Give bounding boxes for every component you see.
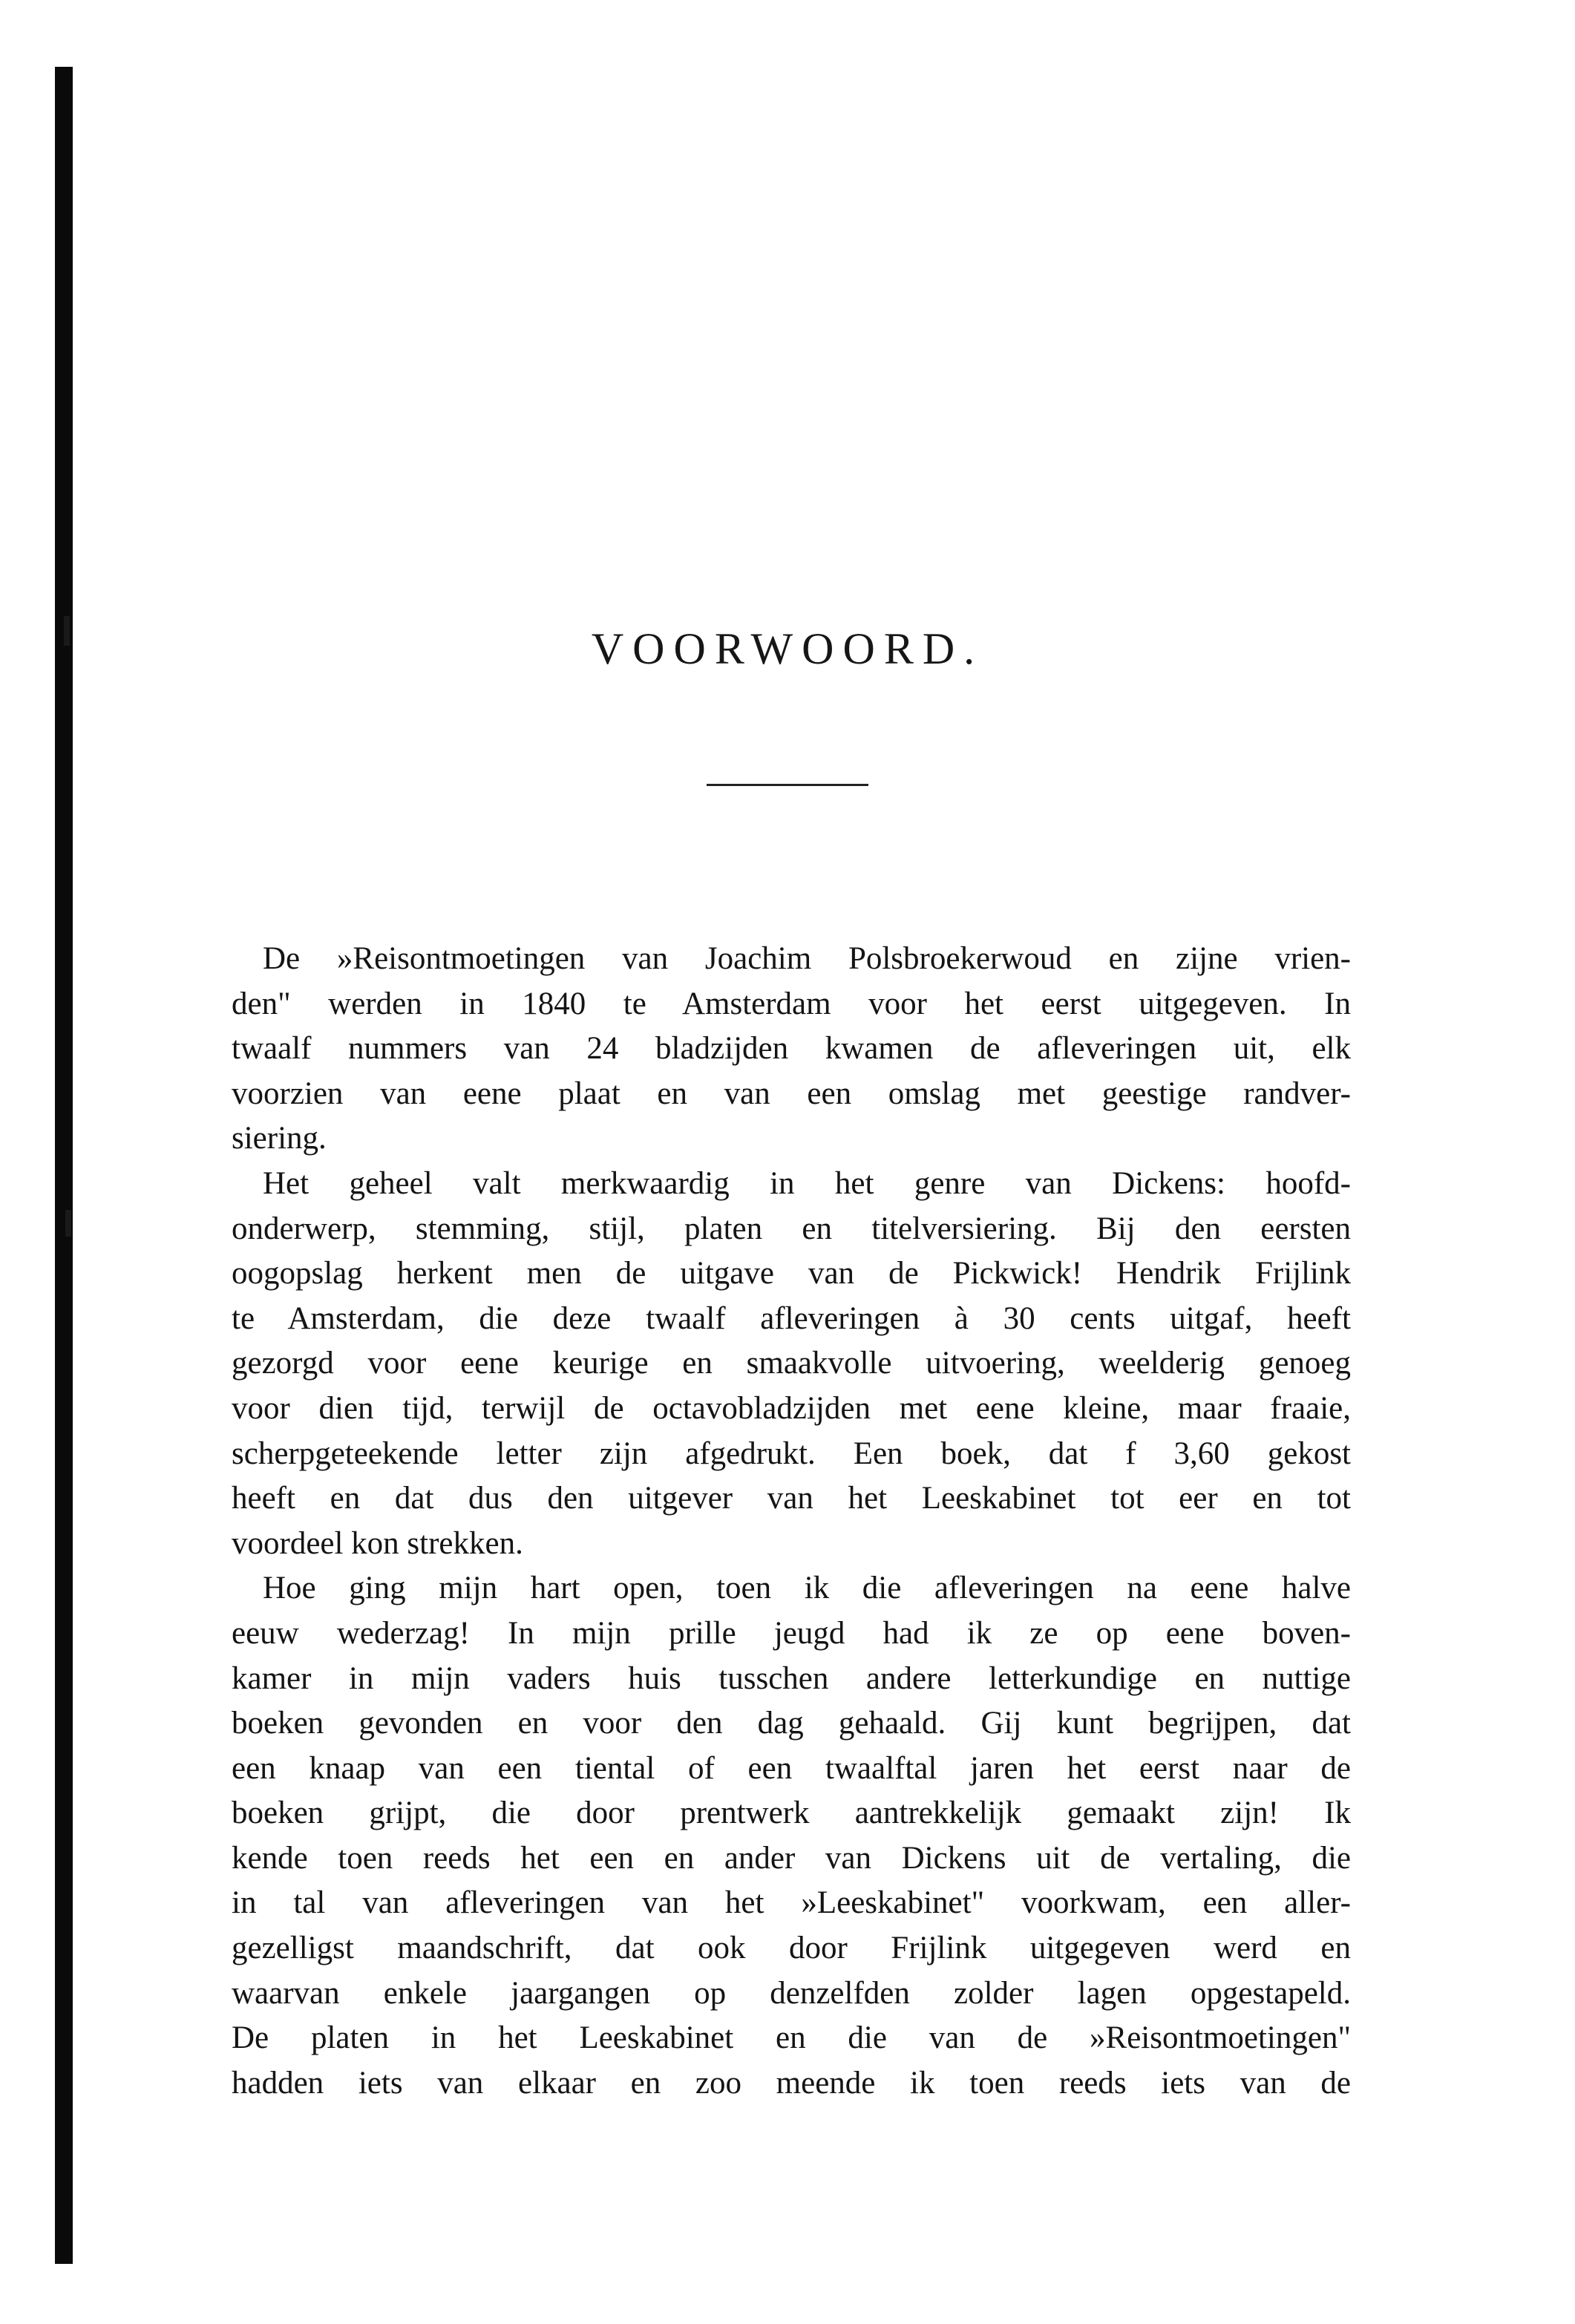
paragraph — [232, 1162, 1351, 1566]
text-line: siering. — [232, 1121, 327, 1156]
text-line: De »Reisontmoetingen van Joachim Polsbroekerwoud en zijne vrien- — [263, 941, 1351, 976]
text-line: boeken grijpt, die door prentwerk aantrekkelijk gemaakt zijn! Ik — [232, 1796, 1351, 1831]
text-line: een knaap van een tiental of een twaalftal jaren het eerst naar de — [232, 1750, 1351, 1786]
text-line: gezelligst maandschrift, dat ook door Frijlink uitgegeven werd en — [232, 1931, 1351, 1966]
text-line: te Amsterdam, die deze twaalf afleveringen à 30 cents uitgaf, heeft — [232, 1300, 1351, 1336]
text-line: den" werden in 1840 te Amsterdam voor het eerst uitgegeven. In — [232, 986, 1351, 1021]
paragraph — [232, 1566, 1351, 2106]
text-line: Hoe ging mijn hart open, toen ik die afleveringen na eene halve — [263, 1571, 1351, 1606]
text-line: in tal van afleveringen van het »Leeskabinet" voorkwam, een aller- — [232, 1885, 1351, 1921]
text-line: waarvan enkele jaargangen op denzelfden zolder lagen opgestapeld. — [232, 1975, 1351, 2011]
page-title: VOORWOORD. — [591, 624, 984, 673]
title-rule — [707, 784, 868, 786]
text-line: twaalf nummers van 24 bladzijden kwamen de afleveringen uit, elk — [232, 1031, 1351, 1067]
text-line: boeken gevonden en voor den dag gehaald. Gij kunt begrijpen, dat — [232, 1706, 1351, 1741]
page-binding-edge — [55, 67, 73, 2264]
text-line: eeuw wederzag! In mijn prille jeugd had ik ze op eene boven- — [232, 1615, 1351, 1651]
text-line: voor dien tijd, terwijl de octavobladzijden met eene kleine, maar fraaie, — [232, 1390, 1351, 1426]
text-line: De platen in het Leeskabinet en die van de »Reisontmoetingen" — [232, 2020, 1351, 2056]
paragraph — [232, 937, 1351, 1162]
text-line: kamer in mijn vaders huis tusschen andere letterkundige en nuttige — [232, 1660, 1351, 1696]
text-line: voordeel kon strekken. — [232, 1525, 523, 1561]
text-line: hadden iets van elkaar en zoo meende ik toen reeds iets van de — [232, 2065, 1351, 2101]
text-line: voorzien van eene plaat en van een omslag met geestige randver- — [232, 1076, 1351, 1111]
text-line: gezorgd voor eene keurige en smaakvolle uitvoering, weelderig genoeg — [232, 1346, 1351, 1381]
text-line: oogopslag herkent men de uitgave van de Pickwick! Hendrik Frijlink — [232, 1256, 1351, 1292]
text-line: heeft en dat dus den uitgever van het Leeskabinet tot eer en tot — [232, 1481, 1351, 1516]
text-line: scherpgeteekende letter zijn afgedrukt. Een boek, dat f 3,60 gekost — [232, 1436, 1351, 1471]
preface-body — [232, 937, 1351, 2106]
text-line: kende toen reeds het een en ander van Dickens uit de vertaling, die — [232, 1840, 1351, 1876]
binding-speck — [65, 1210, 71, 1237]
text-line: Het geheel valt merkwaardig in het genre van Dickens: hoofd- — [263, 1165, 1351, 1201]
text-line: onderwerp, stemming, stijl, platen en titelversiering. Bij den eersten — [232, 1211, 1351, 1246]
